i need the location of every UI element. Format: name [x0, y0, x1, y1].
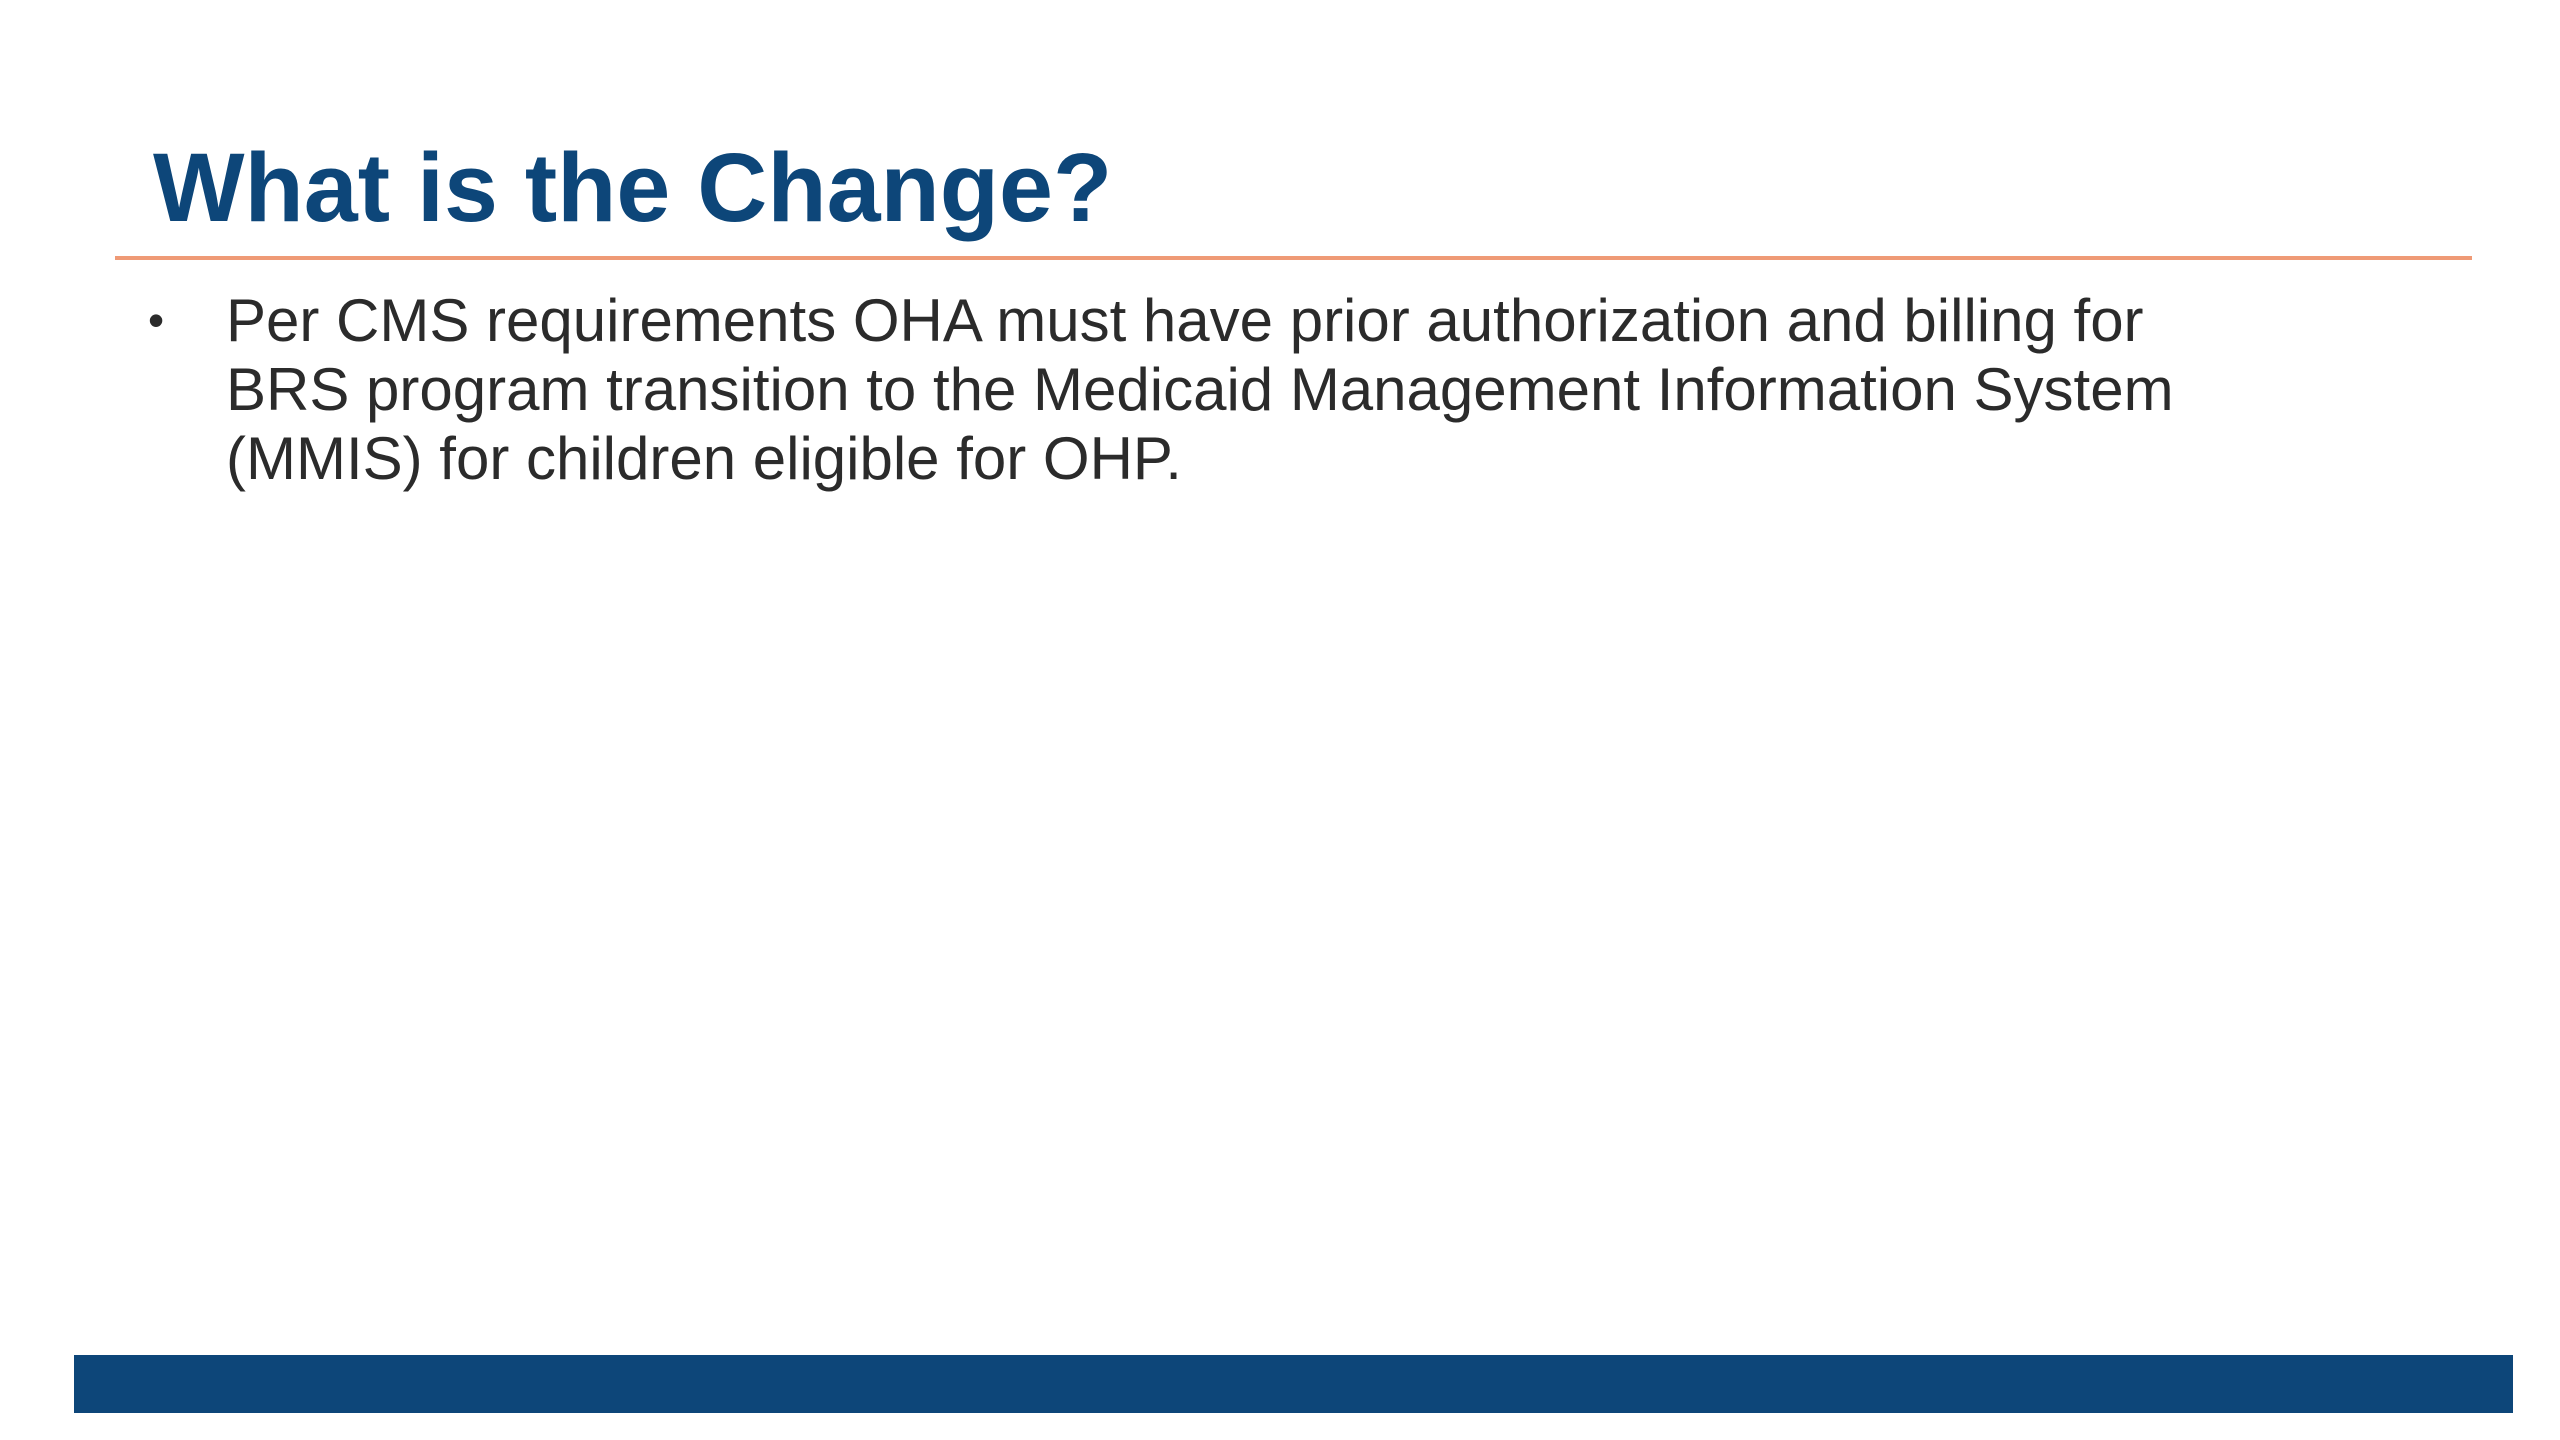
- bullet-text: Per CMS requirements OHA must have prior authorization and billing for BRS program transition to the Medicaid Management Information System (MMIS) for children eligible for OHP.: [226, 287, 2174, 492]
- footer-bar: [74, 1355, 2513, 1413]
- bullet-list: [148, 286, 2228, 493]
- bullet-item: [148, 286, 2228, 493]
- title-underline: [115, 256, 2472, 260]
- slide-title: What is the Change?: [153, 133, 1113, 242]
- bullet-marker: •: [148, 294, 165, 346]
